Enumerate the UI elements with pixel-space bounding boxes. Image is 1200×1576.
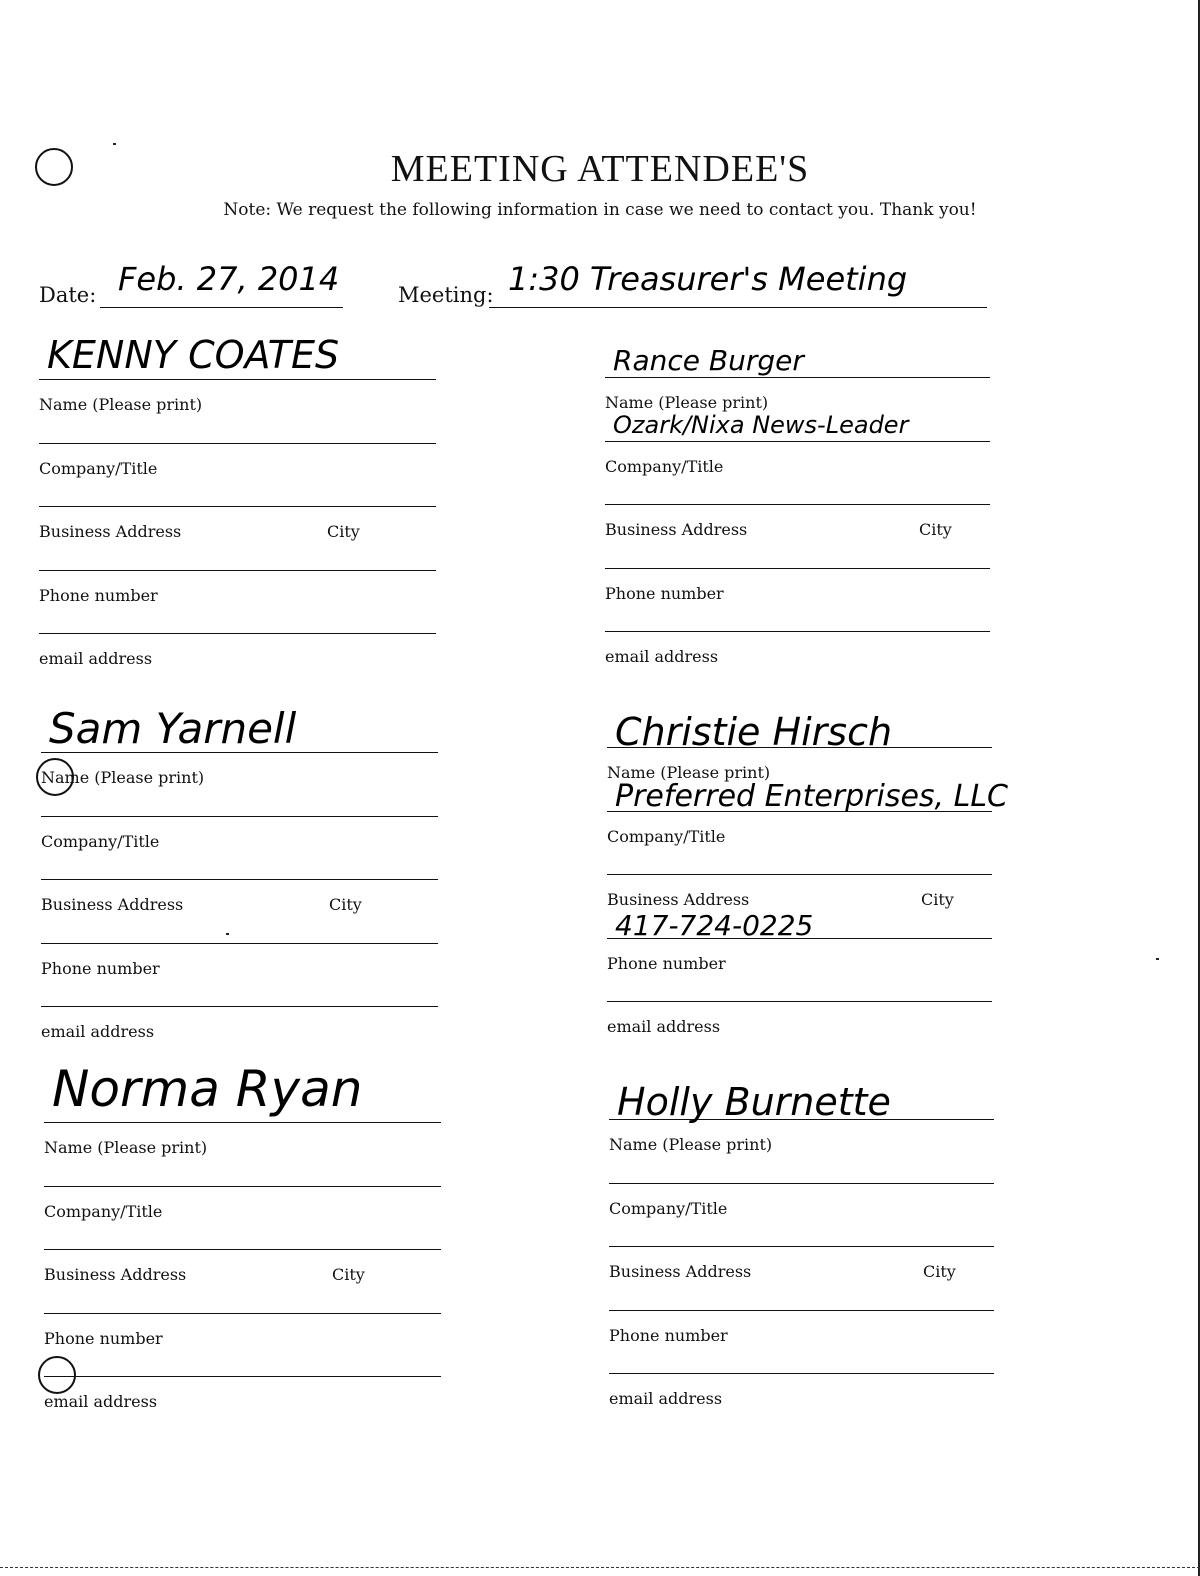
address-label: Business Address (41, 895, 184, 914)
attendee-name-handwritten: Rance Burger (613, 344, 804, 377)
company-line (44, 1186, 441, 1187)
attendee-name-handwritten: Holly Burnette (617, 1080, 891, 1124)
city-label: City (921, 890, 954, 909)
address-label: Business Address (39, 522, 182, 541)
address-line (609, 1246, 994, 1247)
form-note: Note: We request the following information in case we need to contact you. Thank you! (223, 200, 977, 220)
email-line (44, 1376, 441, 1377)
phone-line (605, 568, 990, 569)
attendee-phone-handwritten: 417-724-0225 (615, 909, 814, 942)
date-value: Feb. 27, 2014 (118, 260, 340, 298)
company-label: Company/Title (607, 826, 726, 846)
scan-speck (226, 933, 229, 935)
phone-label: Phone number (41, 958, 160, 978)
city-label: City (327, 522, 360, 541)
scan-speck (1156, 958, 1159, 960)
company-line (41, 816, 438, 817)
company-line (609, 1183, 994, 1184)
email-label: email address (607, 1017, 721, 1036)
attendee-name-handwritten: Norma Ryan (52, 1060, 363, 1118)
email-label: email address (605, 647, 719, 666)
email-label: email address (44, 1392, 158, 1411)
phone-line (41, 943, 438, 944)
email-line (41, 1006, 438, 1007)
meeting-label: Meeting: (398, 283, 494, 307)
name-line (605, 377, 990, 378)
attendee-company-handwritten: Preferred Enterprises, LLC (615, 779, 1009, 814)
meeting-value: 1:30 Treasurer's Meeting (508, 260, 908, 298)
name-line (39, 379, 436, 380)
company-label: Company/Title (41, 831, 160, 851)
name-label: Name (Please print) (41, 768, 205, 787)
address-line (41, 879, 438, 880)
name-label: Name (Please print) (44, 1138, 208, 1157)
phone-line (44, 1313, 441, 1314)
attendee-name-handwritten: Christie Hirsch (615, 710, 893, 754)
email-line (607, 1001, 992, 1002)
phone-label: Phone number (39, 585, 158, 605)
punch-hole (38, 1356, 76, 1394)
form-title: MEETING ATTENDEE'S (390, 148, 810, 190)
address-line (605, 504, 990, 505)
attendee-company-handwritten: Ozark/Nixa News-Leader (613, 411, 909, 439)
date-line (100, 307, 343, 308)
name-label: Name (Please print) (607, 763, 771, 782)
email-line (605, 631, 990, 632)
phone-line (609, 1310, 994, 1311)
attendee-name-handwritten: KENNY COATES (47, 333, 340, 377)
date-label: Date: (39, 283, 97, 307)
address-line (39, 506, 436, 507)
phone-label: Phone number (609, 1325, 728, 1345)
city-label: City (332, 1265, 365, 1284)
scan-edge (0, 1567, 1200, 1568)
email-label: email address (41, 1022, 155, 1041)
address-line (607, 874, 992, 875)
company-label: Company/Title (44, 1201, 163, 1221)
company-label: Company/Title (609, 1198, 728, 1218)
address-label: Business Address (609, 1262, 752, 1281)
email-label: email address (609, 1389, 723, 1408)
attendee-name-handwritten: Sam Yarnell (49, 704, 297, 753)
address-label: Business Address (605, 520, 748, 539)
address-line (44, 1249, 441, 1250)
name-line (44, 1122, 441, 1123)
company-label: Company/Title (39, 458, 158, 478)
email-label: email address (39, 649, 153, 668)
email-line (609, 1373, 994, 1374)
city-label: City (923, 1262, 956, 1281)
city-label: City (919, 520, 952, 539)
company-label: Company/Title (605, 456, 724, 476)
name-label: Name (Please print) (605, 393, 769, 412)
company-line (39, 443, 436, 444)
meeting-line (489, 307, 987, 308)
name-label: Name (Please print) (609, 1135, 773, 1154)
phone-line (39, 570, 436, 571)
company-line (605, 441, 990, 442)
address-label: Business Address (607, 890, 750, 909)
phone-label: Phone number (44, 1328, 163, 1348)
scan-speck (113, 143, 116, 145)
city-label: City (329, 895, 362, 914)
email-line (39, 633, 436, 634)
phone-label: Phone number (607, 953, 726, 973)
phone-label: Phone number (605, 583, 724, 603)
name-label: Name (Please print) (39, 395, 203, 414)
address-label: Business Address (44, 1265, 187, 1284)
